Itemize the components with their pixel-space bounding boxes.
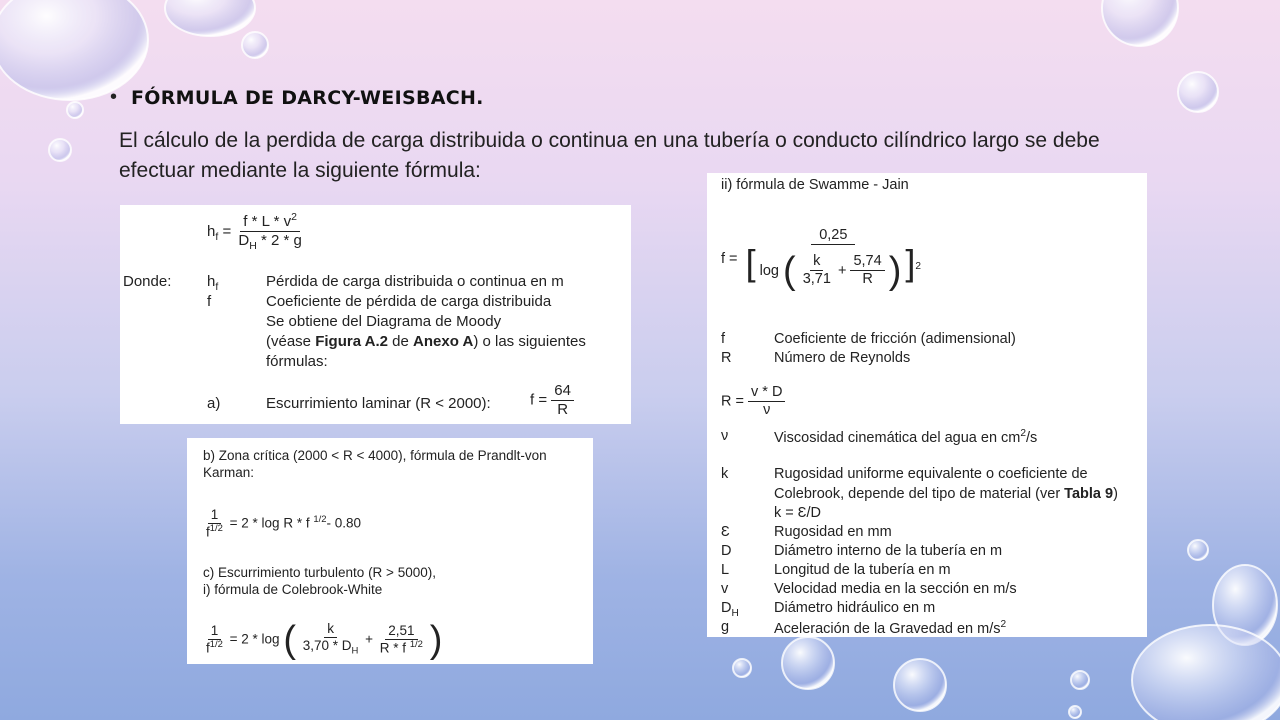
- swamee-formula: f = 0,25 [ log ( $\frac{k}{3,71}$ + $\frac{5,74}{R}$ ) ]$^2$: [721, 227, 922, 293]
- bullet-icon: •: [110, 86, 118, 108]
- def-symbol-dh: $D_H$: [721, 600, 739, 619]
- slide-title: FÓRMULA DE DARCY-WEISBACH.: [131, 86, 484, 109]
- reference-line: (véase Figura A.2 de Anexo A) o las siguientes: [266, 333, 586, 350]
- def-text-k-line2: Colebrook, depende del tipo de material (ver Tabla 9): [774, 486, 1118, 502]
- intro-paragraph: El cálculo de la perdida de carga distribuida o continua en una tubería o conducto cilíndrico largo se debe efectuar mediante la siguiente fórmula:: [119, 129, 1100, 182]
- swamee-heading: ii) fórmula de Swamme - Jain: [721, 177, 909, 193]
- def-text-v: Velocidad media en la sección en m/s: [774, 581, 1017, 597]
- swamee-jain-panel: [707, 173, 1147, 637]
- def-symbol-nu: ν: [721, 428, 729, 444]
- formulas-line: fórmulas:: [266, 353, 328, 370]
- def-symbol-f: f: [207, 293, 212, 310]
- def-text-epsilon: Rugosidad en mm: [774, 524, 892, 540]
- turbulent-line2: i) fórmula de Colebrook-White: [203, 582, 383, 597]
- turbulent-line1: c) Escurrimiento turbulento (R > 5000),: [203, 565, 436, 580]
- laminar-formula: f = $\frac{64}{R}$: [530, 383, 574, 418]
- def-text-k-line1: Rugosidad uniforme equivalente o coeficiente de: [774, 466, 1088, 482]
- def-text-f: Coeficiente de pérdida de carga distribuida: [266, 293, 552, 310]
- prandtl-formula: $\frac{1}{f^{1/2}}$ = 2 * log R * f $^{1/2}$- 0.80: [206, 507, 361, 540]
- def-text-nu: Viscosidad cinemática del agua en $cm^2/s$: [774, 428, 1038, 446]
- def-text-f: Coeficiente de fricción (adimensional): [774, 331, 1016, 347]
- colebrook-formula: $\frac{1}{f^{1/2}}$ = 2 * log ( $\frac{k}{3,70 * D_H}$ + $\frac{2,51}{R * f ^{1/2}}$ ): [206, 619, 443, 661]
- critical-turbulent-panel: [187, 438, 593, 664]
- def-symbol-f: f: [721, 331, 726, 347]
- def-text-dh: Diámetro hidráulico en m: [774, 600, 936, 616]
- def-symbol-d: D: [721, 543, 732, 559]
- donde-label: Donde:: [123, 273, 172, 290]
- critical-zone-line1: b) Zona crítica (2000 < R < 4000), fórmula de Prandlt-von: [203, 448, 547, 463]
- darcy-formula-panel: [120, 205, 631, 424]
- def-text-r: Número de Reynolds: [774, 350, 911, 366]
- reynolds-formula: R = $\frac{v * D}{\nu}$: [721, 385, 785, 419]
- def-symbol-l: L: [721, 562, 730, 578]
- darcy-formula: $h_f$ = $\frac{f * L * v^2}{D_H * 2 * g}$: [207, 211, 302, 252]
- def-text-k-line3: k = Ɛ/D: [774, 505, 822, 521]
- def-text-l: Longitud de la tubería en m: [774, 562, 951, 578]
- def-symbol-epsilon: Ɛ: [721, 524, 730, 540]
- def-text-hf: Pérdida de carga distribuida o continua en m: [266, 273, 564, 290]
- def-text-d: Diámetro interno de la tubería en m: [774, 543, 1003, 559]
- def-symbol-hf: $h_f$: [207, 273, 219, 293]
- def-symbol-r: R: [721, 350, 732, 366]
- item-a-label: a): [207, 395, 221, 412]
- def-symbol-v: v: [721, 581, 729, 597]
- def-text-g: Aceleración de la Gravedad en $m/s^2$: [774, 619, 1007, 637]
- slide-title-row: [110, 86, 484, 109]
- def-symbol-k: k: [721, 466, 729, 482]
- moody-line: Se obtiene del Diagrama de Moody: [266, 313, 502, 330]
- item-a-text: Escurrimiento laminar (R < 2000):: [266, 395, 491, 412]
- def-symbol-g: g: [721, 619, 730, 635]
- critical-zone-line2: Karman:: [203, 465, 255, 480]
